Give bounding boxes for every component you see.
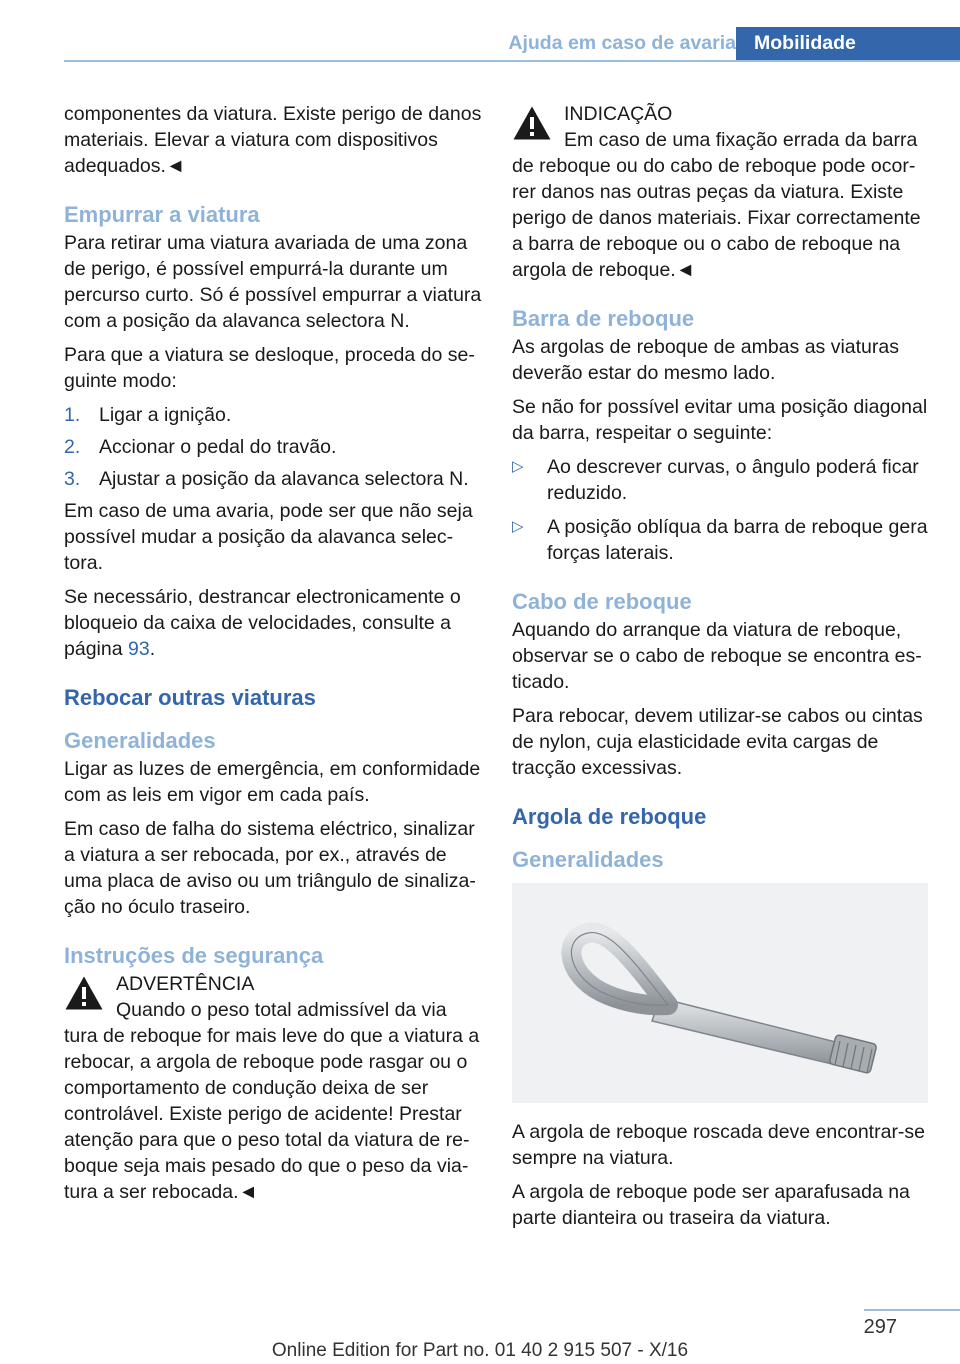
- heading-tow-eye-general: Generalidades: [512, 847, 664, 872]
- paragraph-bar-1: As argolas de reboque de ambas as viaturas deverão estar do mesmo lado.: [512, 336, 899, 384]
- paragraph-general-1: Ligar as luzes de emergência, em conformidade com as leis em vigor em cada país.: [64, 758, 481, 806]
- tow-eye-figure: [512, 883, 928, 1103]
- header-chapter-tab: Mobilidade: [736, 27, 960, 62]
- paragraph-push-2: Para que a viatura se desloque, proceda do seguinte modo:: [64, 344, 475, 392]
- header-section-title: Ajuda em caso de avaria: [508, 32, 736, 54]
- page-number: 297: [863, 1316, 897, 1338]
- paragraph-push-1: Para retirar uma viatura avariada de uma zona de perigo, é possível empurrá-la durante um percurso curto. Só é possível empurrar a viatura com a posição da alavanca selectora N.: [64, 232, 482, 332]
- paragraph-cable-1: Aquando do arranque da viatura de reboque, observar se o cabo de reboque se encontra esticado.: [512, 619, 922, 693]
- footer-rule: [864, 1309, 960, 1311]
- step-text: Accionar o pedal do travão.: [99, 436, 337, 458]
- paragraph-bar-2: Se não for possível evitar uma posição diagonal da barra, respeitar o seguinte:: [512, 396, 928, 444]
- list-item: [64, 434, 482, 460]
- step-text: Ligar a ignição.: [99, 404, 232, 426]
- bullet-text: Ao descrever curvas, o ângulo poderá ficar reduzido.: [547, 456, 919, 504]
- push-steps-list: [64, 402, 482, 492]
- heading-safety-instructions: Instruções de segurança: [64, 943, 324, 968]
- paragraph-push-4: [64, 584, 482, 662]
- warning-title: ADVERTÊNCIA: [116, 973, 255, 995]
- notice-box: [512, 101, 928, 283]
- heading-tow-bar: Barra de reboque: [512, 306, 695, 331]
- list-item: [64, 466, 482, 492]
- header-rule: [64, 60, 960, 62]
- page-header: [64, 27, 960, 62]
- paragraph-continued: componentes da viatura. Existe perigo de danos materiais. Elevar a viatura com dispositivos adequados.◄: [64, 103, 482, 177]
- paragraph-text: .: [149, 638, 156, 660]
- heading-tow-eye: Argola de reboque: [512, 804, 707, 829]
- left-column: [64, 101, 482, 1213]
- right-column: [512, 101, 928, 1239]
- list-item: [512, 454, 928, 506]
- heading-tow-cable: Cabo de reboque: [512, 589, 692, 614]
- paragraph-general-2: Em caso de falha do sistema eléctrico, sinalizar a viatura a ser rebocada, por ex., através de uma placa de aviso ou um triângulo de sinalização no óculo traseiro.: [64, 818, 476, 918]
- tow-eye-illustration: [540, 893, 900, 1093]
- warning-head: [64, 971, 482, 1023]
- paragraph-push-3: Em caso de uma avaria, pode ser que não seja possível mudar a posição da alavanca selectora.: [64, 500, 473, 574]
- list-item: [512, 514, 928, 566]
- page-reference-link[interactable]: 93: [127, 638, 150, 660]
- warning-triangle-icon: [512, 105, 552, 141]
- warning-text-first-line: Quando o peso total admissível da via: [116, 999, 447, 1021]
- triangle-bullet-icon: ▷: [512, 518, 524, 535]
- triangle-bullet-icon: ▷: [512, 458, 524, 475]
- heading-tow-other-vehicles: Rebocar outras viaturas: [64, 685, 316, 710]
- paragraph-tow-eye-2: A argola de reboque pode ser aparafusada na parte dianteira ou traseira da viatura.: [512, 1181, 910, 1229]
- heading-push-vehicle: Empurrar a viatura: [64, 202, 260, 227]
- step-number: 2.: [64, 436, 81, 458]
- warning-triangle-icon: [64, 975, 104, 1011]
- step-number: 3.: [64, 468, 81, 490]
- warning-box: [64, 971, 482, 1205]
- notice-text: de reboque ou do cabo de reboque pode ocorrer danos nas outras peças da viatura. Existe perigo de danos materiais. Fixar correctamente a barra de reboque ou o cabo de reboque na argola de reboque.◄: [512, 155, 921, 281]
- step-number: 1.: [64, 404, 81, 426]
- list-item: [64, 402, 482, 428]
- notice-title: INDICAÇÃO: [564, 103, 673, 125]
- footer-edition: Online Edition for Part no. 01 40 2 915 507 - X/16: [271, 1340, 689, 1361]
- tow-bar-bullets: [512, 454, 928, 566]
- step-text: Ajustar a posição da alavanca selectora N.: [99, 468, 469, 490]
- bullet-text: A posição oblíqua da barra de reboque gera forças laterais.: [547, 516, 928, 564]
- notice-head: [512, 101, 928, 153]
- paragraph-cable-2: Para rebocar, devem utilizar-se cabos ou cintas de nylon, cuja elasticidade evita cargas de tracção excessivas.: [512, 705, 923, 779]
- heading-general: Generalidades: [64, 728, 216, 753]
- notice-text-first-line: Em caso de uma fixação errada da barra: [564, 129, 918, 151]
- paragraph-text: Se necessário, destrancar electronicamente o bloqueio da caixa de velocidades, consulte a página: [64, 586, 461, 660]
- paragraph-tow-eye-1: A argola de reboque roscada deve encontrar-se sempre na viatura.: [512, 1121, 926, 1169]
- warning-text: tura de reboque for mais leve do que a viatura a rebocar, a argola de reboque pode rasgar ou o comportamento de condução deixa de ser controlável. Existe perigo de acidente! Prestar atenção para que o peso total da viatura de reboque seja mais pesado do que o peso da viatura a ser rebocada.◄: [64, 1025, 480, 1203]
